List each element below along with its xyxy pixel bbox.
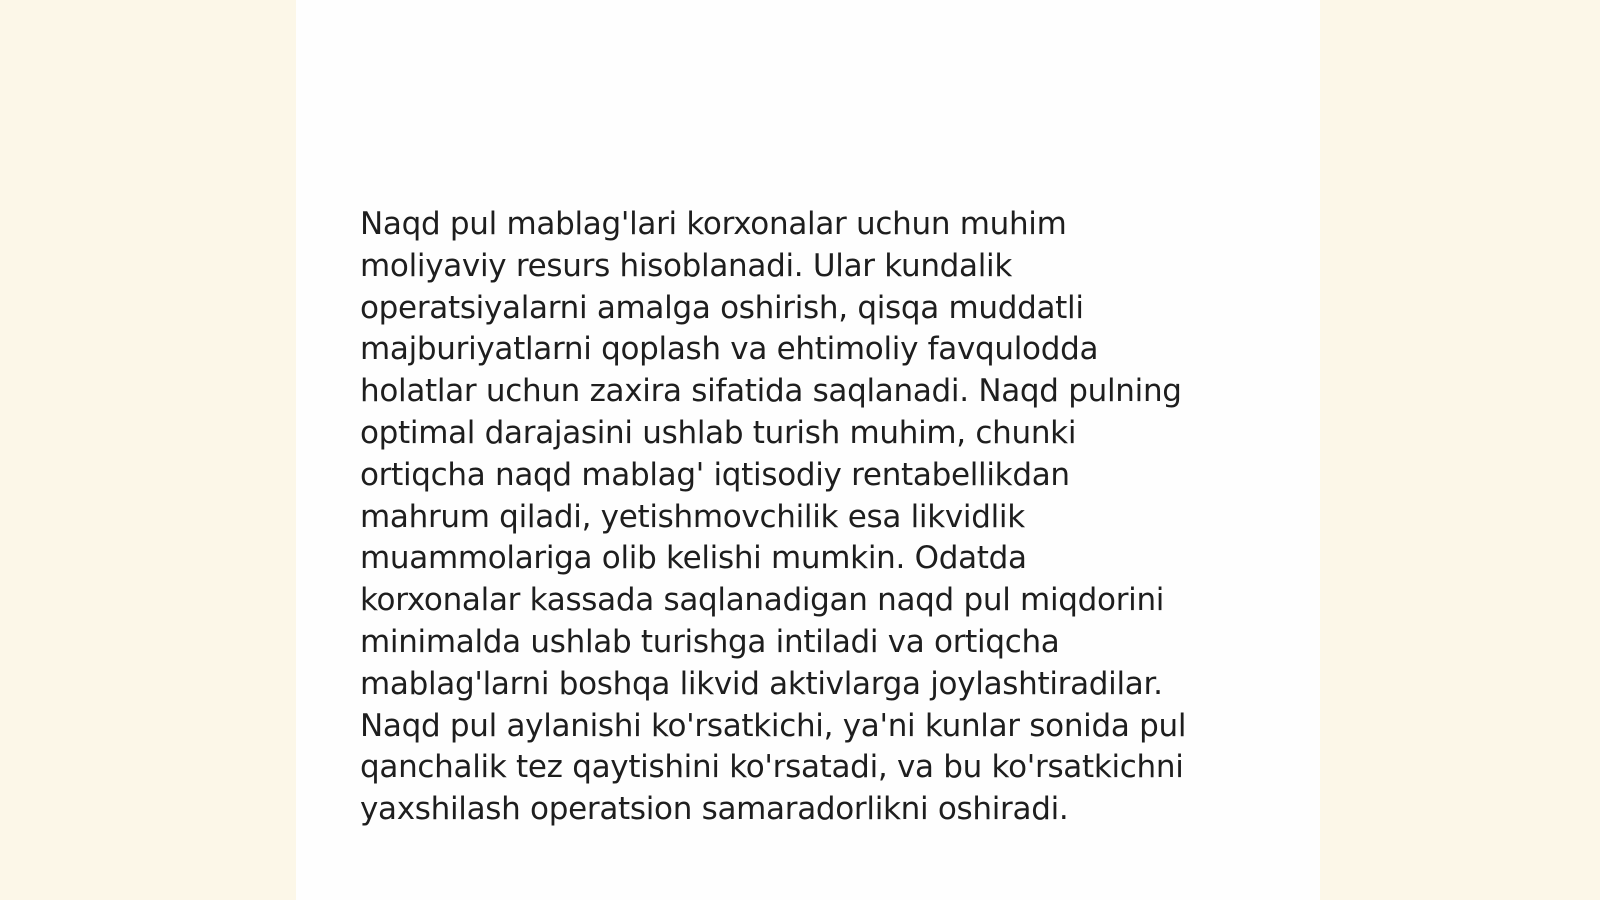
paragraph-line: ortiqcha naqd mablag' iqtisodiy rentabellikdan — [360, 456, 1070, 493]
paragraph-line: holatlar uchun zaxira sifatida saqlanadi. Naqd pulning — [360, 373, 1182, 410]
paragraph-line: Naqd pul mablag'lari korxonalar uchun muhim — [360, 206, 1067, 242]
paragraph-line: muammolariga olib kelishi mumkin. Odatda — [360, 540, 1027, 577]
paragraph-line: korxonalar kassada saqlanadigan naqd pul miqdorini — [360, 582, 1165, 619]
paragraph-line: minimalda ushlab turishga intiladi va ortiqcha — [360, 623, 1060, 660]
paragraph-line: mablag'larni boshqa likvid aktivlarga joylashtiradilar. — [360, 665, 1163, 702]
body-paragraph — [360, 204, 1260, 831]
paragraph-line: Naqd pul aylanishi ko'rsatkichi, ya'ni kunlar sonida pul — [360, 707, 1187, 744]
document-sheet — [296, 0, 1320, 900]
paragraph-line: optimal darajasini ushlab turish muhim, chunki — [360, 414, 1077, 451]
paragraph-line: qanchalik tez qaytishini ko'rsatadi, va bu ko'rsatkichni — [360, 749, 1184, 786]
paragraph-line: mahrum qiladi, yetishmovchilik esa likvidlik — [360, 498, 1025, 535]
paragraph-line: majburiyatlarni qoplash va ehtimoliy favqulodda — [360, 331, 1099, 368]
paragraph-line: yaxshilash operatsion samaradorlikni oshiradi. — [360, 791, 1069, 828]
paragraph-line: operatsiyalarni amalga oshirish, qisqa muddatli — [360, 289, 1084, 326]
paragraph-line: moliyaviy resurs hisoblanadi. Ular kundalik — [360, 247, 1013, 284]
